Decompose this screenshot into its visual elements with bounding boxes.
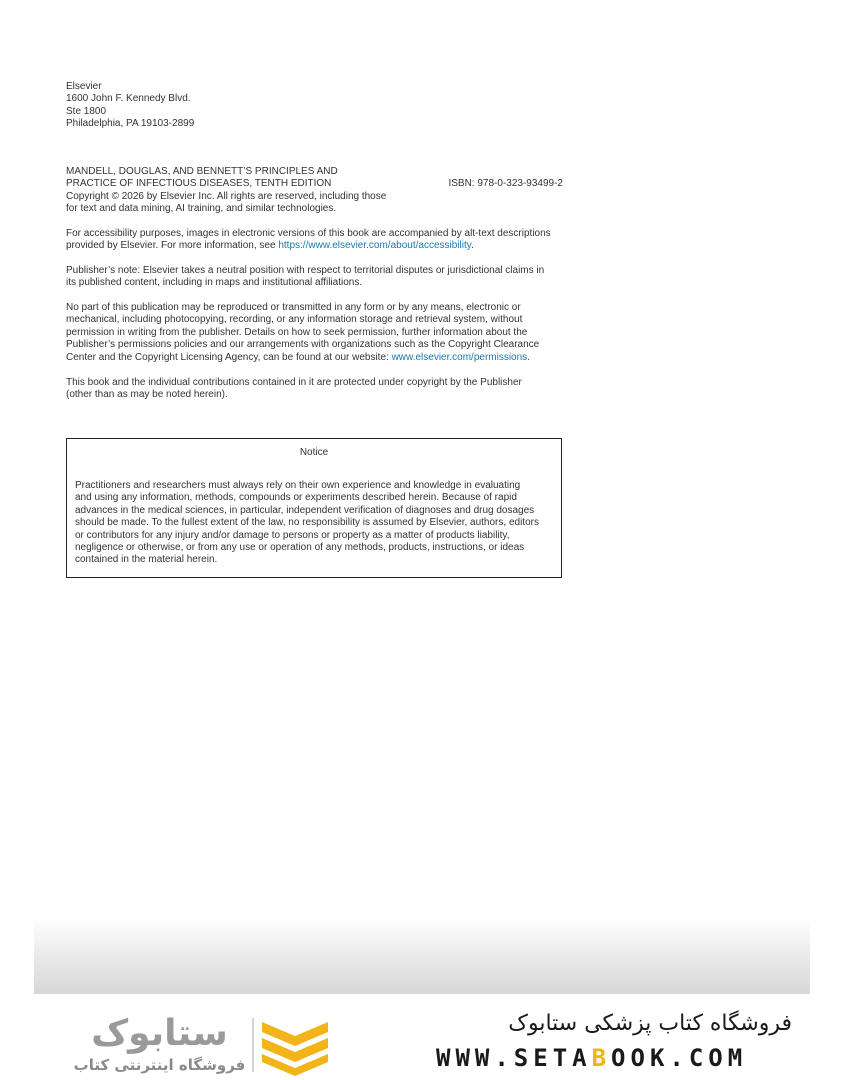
permissions-paragraph — [66, 302, 566, 364]
url-suffix: OOK.COM — [611, 1044, 748, 1072]
isbn: ISBN: 978-0-323-93499-2 — [448, 178, 563, 189]
book-title-line: MANDELL, DOUGLAS, AND BENNETT’S PRINCIPLES AND — [66, 166, 338, 177]
accessibility-paragraph — [66, 228, 566, 253]
permissions-text: Center and the Copyright Licensing Agency, can be found at our website: — [66, 351, 392, 363]
address-line: 1600 John F. Kennedy Blvd. — [66, 93, 191, 105]
logo-divider — [252, 1018, 254, 1072]
url-highlight: B — [591, 1044, 612, 1072]
notice-line: negligence or otherwise, or from any use or operation of any methods, products, instructions, or ideas — [75, 542, 525, 554]
permissions-line: No part of this publication may be reproduced or transmitted in any form or by any means, electronic or — [66, 302, 521, 313]
notice-line: or contributors for any injury and/or damage to persons or property as a matter of products liability, — [75, 529, 510, 541]
url-prefix: WWW.SETA — [436, 1044, 592, 1072]
address-line: Philadelphia, PA 19103-2899 — [66, 118, 195, 130]
accessibility-text: provided by Elsevier. For more information, see — [66, 240, 279, 252]
notice-line: and using any information, methods, compounds or experiments described herein. Because of rapid — [75, 492, 517, 504]
setabook-logo — [72, 1014, 332, 1078]
store-title: فروشگاه کتاب پزشکی ستابوک — [508, 1011, 792, 1036]
book-stack-icon — [258, 1016, 332, 1076]
accessibility-period: . — [471, 240, 474, 252]
address-line: Elsevier — [66, 81, 102, 92]
book-title-copyright — [66, 166, 566, 216]
notice-line: contained in the material herein. — [75, 554, 218, 566]
book-title-line: PRACTICE OF INFECTIOUS DISEASES, TENTH EDITION — [66, 178, 332, 190]
accessibility-link[interactable]: https://www.elsevier.com/about/accessibility — [278, 240, 471, 252]
permissions-line: permission in writing from the publisher. Details on how to seek permission, further information about the — [66, 326, 528, 338]
publisher-address — [66, 81, 194, 131]
publisher-note-line: its published content, including in maps and institutional affiliations. — [66, 277, 363, 289]
protection-line: (other than as may be noted herein). — [66, 389, 228, 401]
notice-box — [66, 438, 562, 578]
permissions-line: mechanical, including photocopying, recording, or any information storage and retrieval system, without — [66, 314, 523, 326]
publisher-note-paragraph — [66, 265, 566, 290]
page-bottom-shadow — [34, 918, 810, 994]
accessibility-line — [66, 240, 566, 252]
protection-line: This book and the individual contributions contained in it are protected under copyright by the Publisher — [66, 377, 522, 388]
publisher-note-line: Publisher’s note: Elsevier takes a neutral position with respect to territorial disputes or jurisdictional claims in — [66, 265, 545, 276]
permissions-link[interactable]: www.elsevier.com/permissions — [391, 351, 528, 363]
copyright-line: Copyright © 2026 by Elsevier Inc. All rights are reserved, including those — [66, 190, 387, 202]
notice-line: should be made. To the fullest extent of the law, no responsibility is assumed by Elsevier, authors, editors — [75, 517, 539, 529]
notice-body — [75, 480, 539, 567]
permissions-line — [66, 352, 566, 364]
notice-title: Notice — [299, 447, 329, 458]
logo-wordmark: ستابوک — [91, 1013, 228, 1054]
permissions-period: . — [527, 351, 530, 363]
notice-line: advances in the medical sciences, in particular, independent verification of diagnoses and drug dosages — [75, 504, 535, 516]
accessibility-line: For accessibility purposes, images in electronic versions of this book are accompanied by alt-text descriptions — [66, 228, 551, 239]
address-line: Ste 1800 — [66, 105, 107, 117]
permissions-line: Publisher’s permissions policies and our arrangements with organizations such as the Copyright Clearance — [66, 339, 540, 351]
logo-subtitle: فروشگاه اینترنتی کتاب — [73, 1056, 246, 1074]
protection-paragraph — [66, 377, 566, 402]
copyright-line: for text and data mining, AI training, and similar technologies. — [66, 203, 337, 215]
store-url — [436, 1041, 796, 1075]
notice-line: Practitioners and researchers must always rely on their own experience and knowledge in evaluating — [75, 480, 521, 491]
